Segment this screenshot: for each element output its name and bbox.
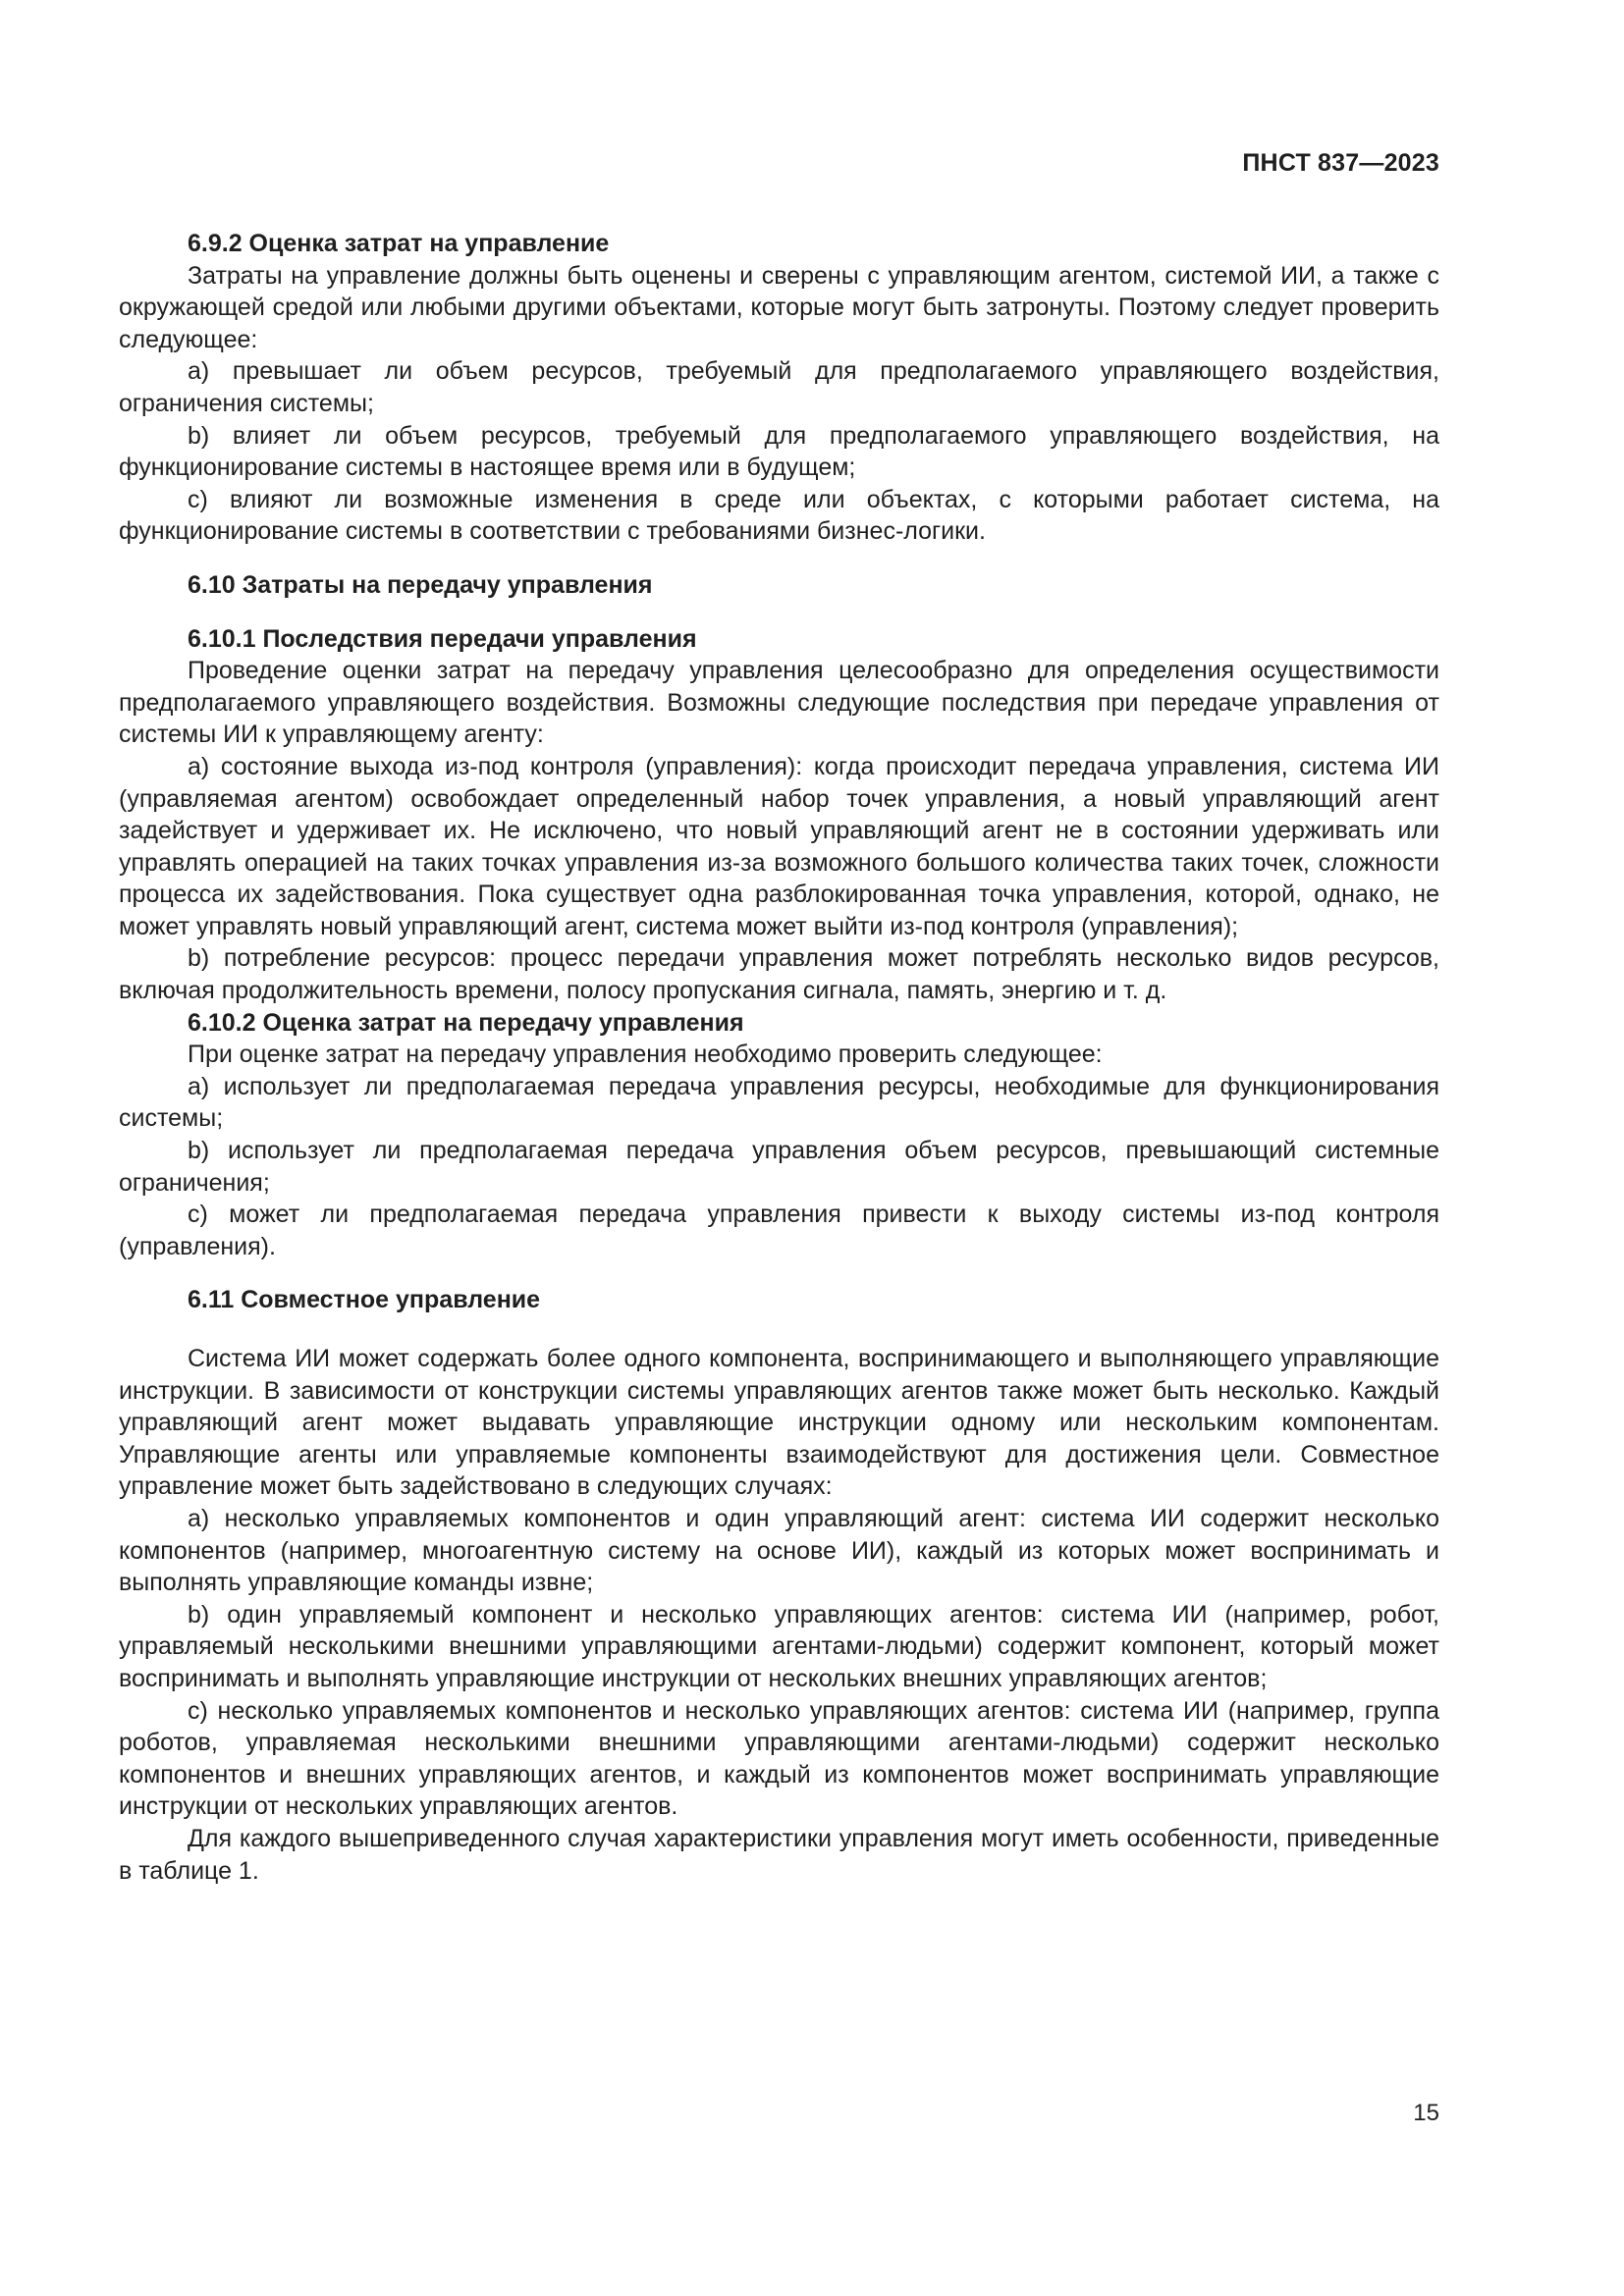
document-code: ПНСТ 837—2023 bbox=[1242, 149, 1439, 177]
paragraph: Затраты на управление должны быть оценены и сверены с управляющим агентом, системой ИИ, а также с окружающей средой или любыми другими объектами, которые могут быть затронуты. Поэтому следует проверить следующее: bbox=[119, 261, 1439, 353]
list-item: a) несколько управляемых компонентов и один управляющий агент: система ИИ содержит несколько компонентов (например, многоагентную систему на основе ИИ), каждый из которых может воспринимать и выполнять управляющие команды извне; bbox=[119, 1504, 1439, 1597]
list-item: b) использует ли предполагаемая передача управления объем ресурсов, превышающий системные ограничения; bbox=[119, 1137, 1439, 1197]
section-heading-6-10-2: 6.10.2 Оценка затрат на передачу управления bbox=[188, 1008, 744, 1037]
list-item: a) использует ли предполагаемая передача управления ресурсы, необходимые для функционирования системы; bbox=[119, 1072, 1439, 1133]
page-body bbox=[119, 228, 1439, 1887]
section-heading-6-10: 6.10 Затраты на передачу управления bbox=[188, 570, 653, 599]
section-heading-6-11: 6.11 Совместное управление bbox=[188, 1286, 541, 1314]
list-item: a) превышает ли объем ресурсов, требуемый для предполагаемого управляющего воздействия, ограничения системы; bbox=[119, 357, 1439, 417]
list-item: b) влияет ли объем ресурсов, требуемый для предполагаемого управляющего воздействия, на функционирование системы в настоящее время или в будущем; bbox=[119, 421, 1439, 482]
list-item: b) один управляемый компонент и несколько управляющих агентов: система ИИ (например, робот, управляемый несколькими внешними управляющими агентами-людьми) содержит компонент, который может воспринимать и выполнять управляющие инструкции от нескольких внешних управляющих агентов; bbox=[119, 1600, 1439, 1692]
section-heading-6-9-2: 6.9.2 Оценка затрат на управление bbox=[188, 230, 610, 257]
section-heading-6-10-1: 6.10.1 Последствия передачи управления bbox=[188, 624, 697, 653]
paragraph: Для каждого вышеприведенного случая характеристики управления могут иметь особенности, приведенные в таблице 1. bbox=[119, 1824, 1439, 1885]
page-number: 15 bbox=[1413, 2100, 1439, 2126]
paragraph: При оценке затрат на передачу управления необходимо проверить следующее: bbox=[188, 1041, 1103, 1069]
list-item: a) состояние выхода из-под контроля (управления): когда происходит передача управления, система ИИ (управляемая агентом) освобождает определенный набор точек управления, а новый управляющий агент задействует и удерживает их. Не исключено, что новый управляющий агент не в состоянии удерживать или управлять операцией на таких точках управления из-за возможного большого количества таких точек, сложности процесса их задействования. Пока существует одна разблокированная точка управления, которой, однако, не может управлять новый управляющий агент, система может выйти из-под контроля (управления); bbox=[119, 752, 1439, 940]
paragraph: Проведение оценки затрат на передачу управления целесообразно для определения осуществимости предполагаемого управляющего воздействия. Возможны следующие последствия при передаче управления от системы ИИ к управляющему агенту: bbox=[119, 657, 1439, 749]
paragraph: Система ИИ может содержать более одного компонента, воспринимающего и выполняющего управляющие инструкции. В зависимости от конструкции системы управляющих агентов также может быть несколько. Каждый управляющий агент может выдавать управляющие инструкции одному или нескольким компонентам. Управляющие агенты или управляемые компоненты взаимодействуют для достижения цели. Совместное управление может быть задействовано в следующих случаях: bbox=[119, 1345, 1439, 1501]
list-item: c) влияют ли возможные изменения в среде или объектах, с которыми работает система, на функционирование системы в соответствии с требованиями бизнес-логики. bbox=[119, 485, 1439, 546]
list-item: c) несколько управляемых компонентов и несколько управляющих агентов: система ИИ (например, группа роботов, управляемая несколькими внешними управляющими агентами-людьми) содержит несколько компонентов и внешних управляющих агентов, и каждый из компонентов может воспринимать управляющие инструкции от нескольких управляющих агентов. bbox=[119, 1696, 1439, 1821]
list-item: c) может ли предполагаемая передача управления привести к выходу системы из-под контроля (управления). bbox=[119, 1201, 1439, 1260]
list-item: b) потребление ресурсов: процесс передачи управления может потреблять несколько видов ресурсов, включая продолжительность времени, полосу пропускания сигнала, память, энергию и т. д. bbox=[119, 944, 1439, 1005]
